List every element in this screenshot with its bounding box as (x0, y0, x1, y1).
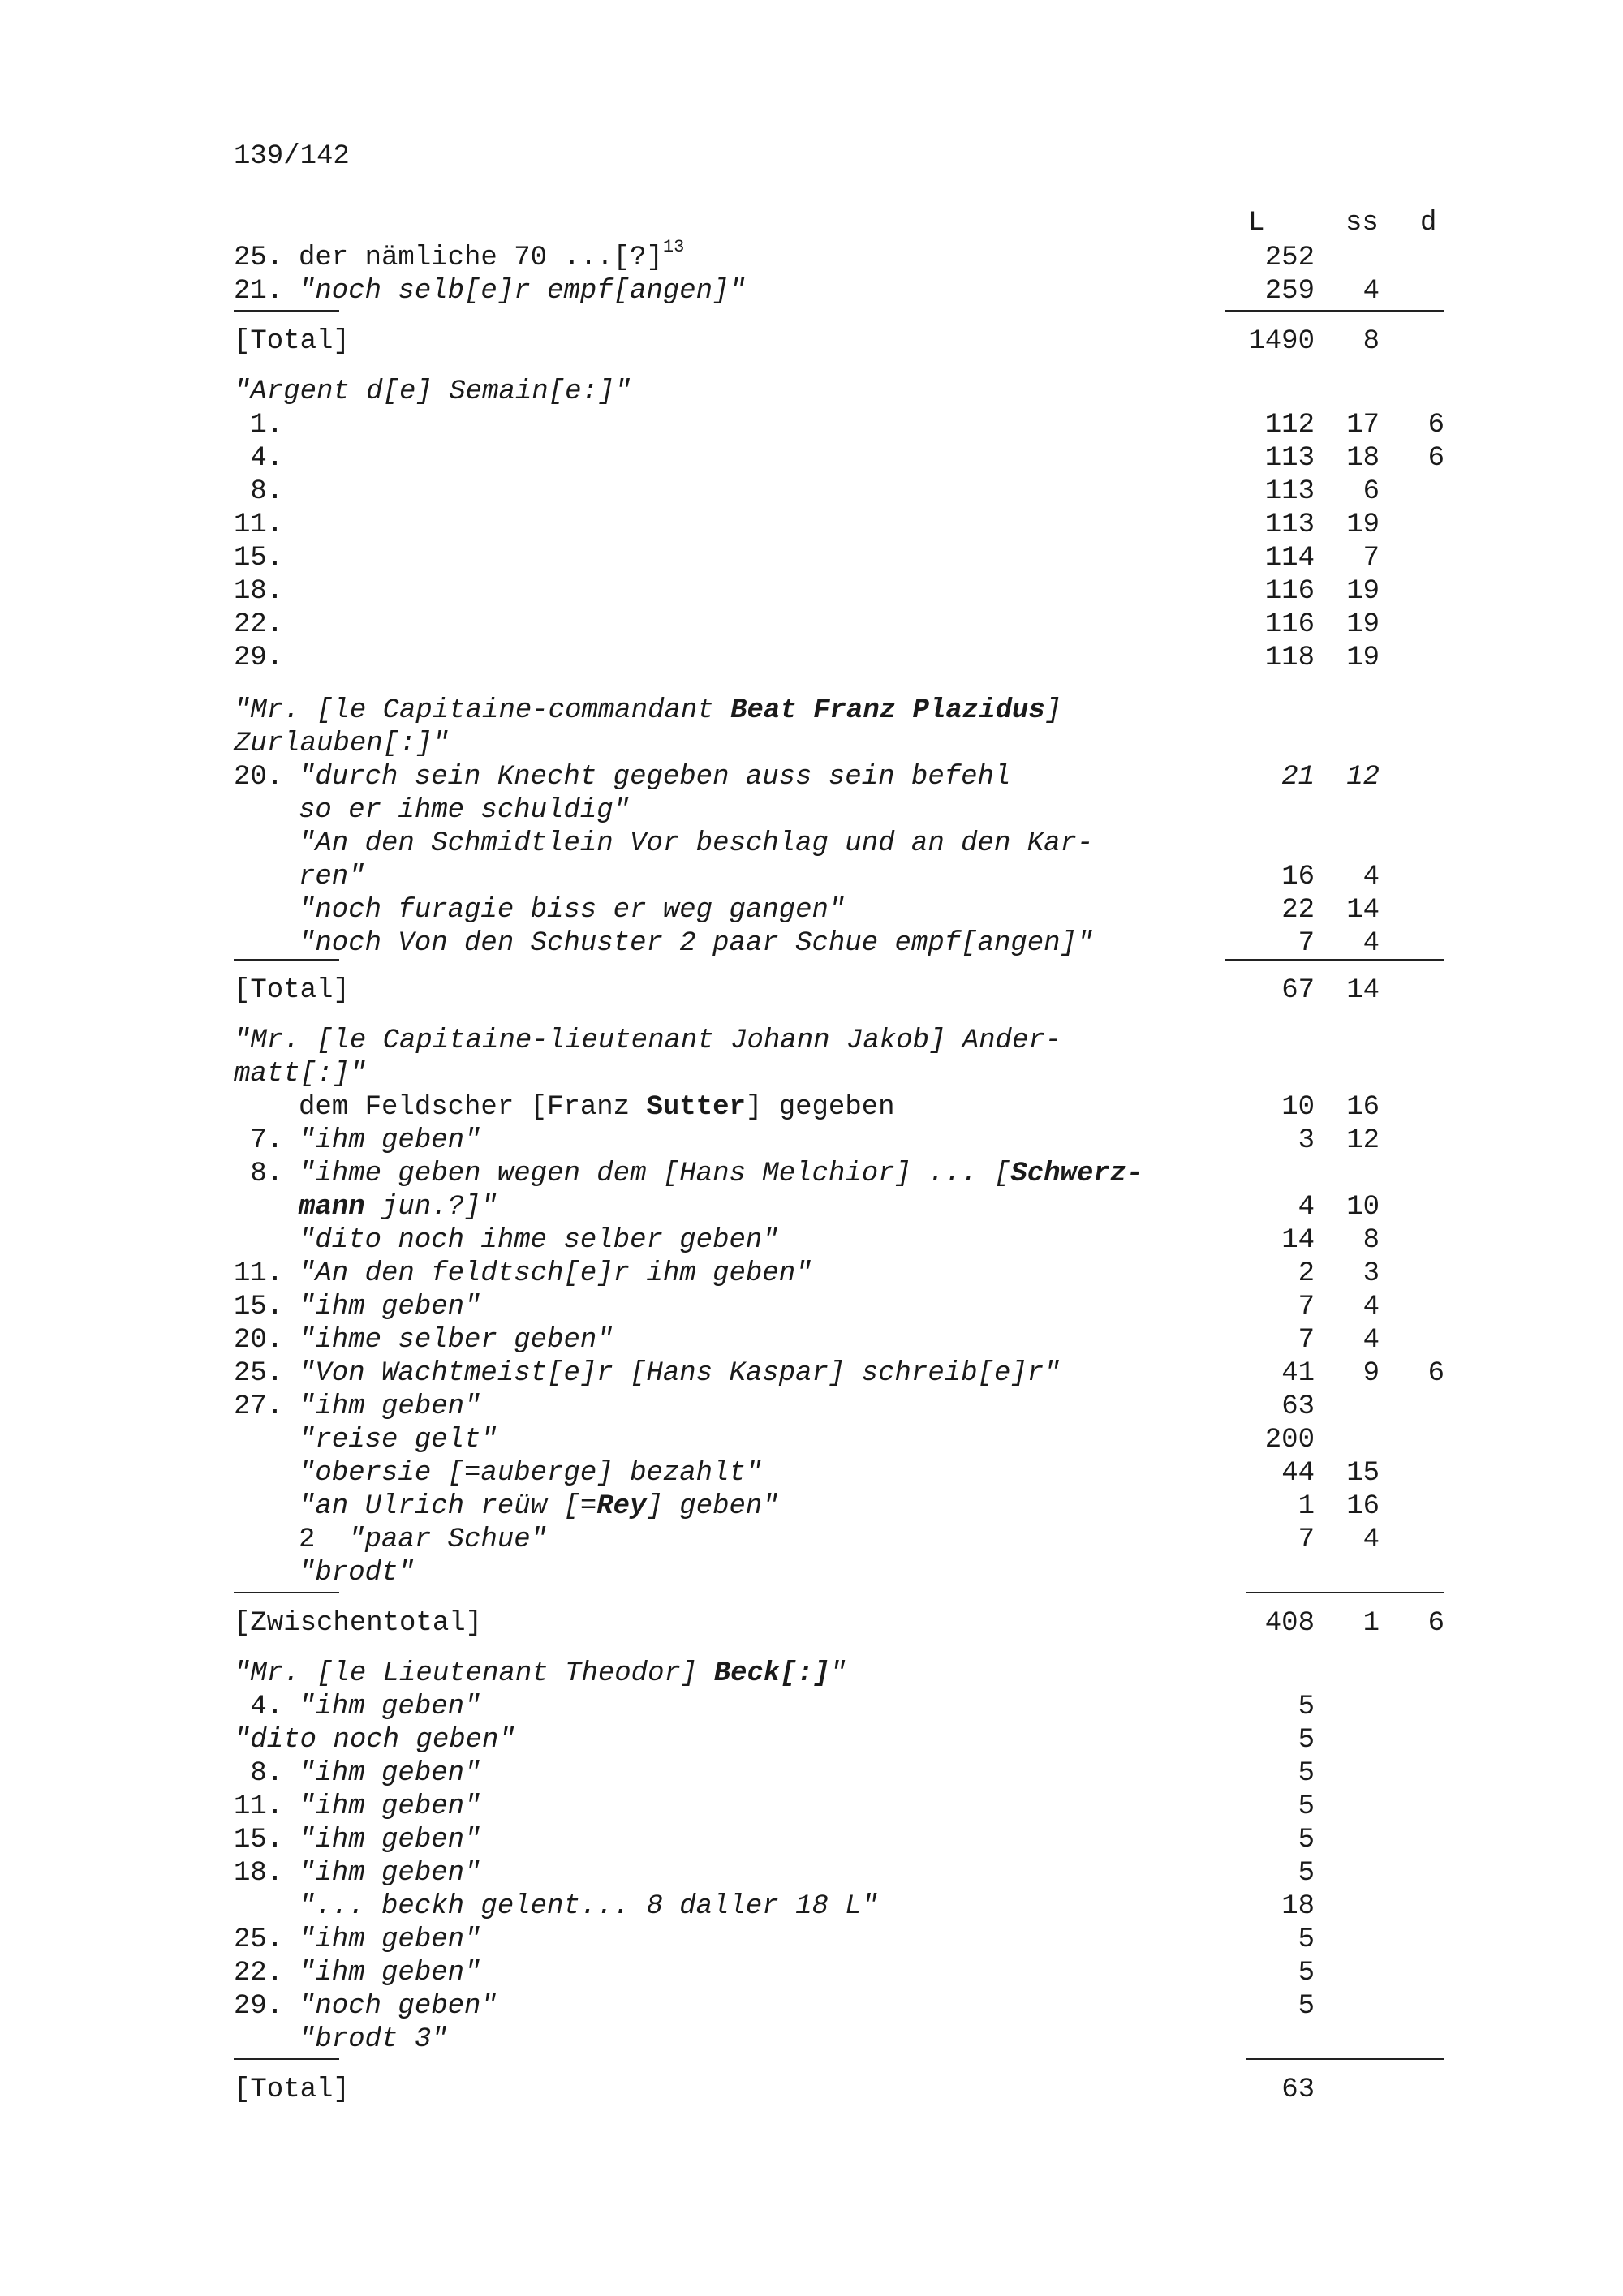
column-headers (0, 206, 1623, 240)
divider (1225, 959, 1444, 961)
total-row: [Total] 1490 8 (234, 326, 1380, 357)
entry-row: 20. "ihme selber geben" 7 4 (234, 1325, 1380, 1356)
entry-row: "an Ulrich reüw [=Rey] geben" 1 16 (299, 1491, 1380, 1522)
entry-row: 20. "durch sein Knecht gegeben auss sein befehl 21 12 (234, 762, 1380, 793)
section-heading: Zurlauben[:]" (234, 729, 450, 759)
entry-row: "dito noch geben" 5 (234, 1725, 1315, 1756)
divider (1246, 1592, 1444, 1593)
col-header-d: d (1420, 208, 1437, 239)
section-heading: "Mr. [le Capitaine-commandant Beat Franz Plazidus] (234, 695, 1062, 726)
section-heading: matt[:]" (234, 1059, 367, 1090)
entry-row-cont: so er ihme schuldig" (299, 795, 631, 826)
entry-row: "reise gelt" 200 (299, 1425, 1315, 1455)
total-row: [Total] 67 14 (234, 975, 1380, 1006)
entry-row: "brodt" (299, 1558, 415, 1589)
entry-row: 15. "ihm geben" 5 (234, 1825, 1315, 1855)
entry-row: 11. "ihm geben" 5 (234, 1791, 1315, 1822)
entry-row-cont: mann jun.?]" 4 10 (299, 1192, 1380, 1223)
divider (234, 959, 339, 961)
entry-row: 18. 116 19 (234, 576, 1380, 607)
divider (1225, 310, 1444, 312)
entry-row: 27. "ihm geben" 63 (234, 1391, 1315, 1422)
divider (1246, 2058, 1444, 2060)
total-row: [Zwischentotal] 408 1 6 (234, 1608, 1444, 1639)
entry-row: "... beckh gelent... 8 daller 18 L" 18 (299, 1891, 1315, 1922)
entry-row: 11. "An den feldtsch[e]r ihm geben" 2 3 (234, 1258, 1380, 1289)
entry-row: 2 "paar Schue" 7 4 (299, 1524, 1380, 1555)
entry-row: 22. "ihm geben" 5 (234, 1958, 1315, 1989)
section-heading: "Mr. [le Lieutenant Theodor] Beck[:]" (234, 1658, 846, 1689)
divider (234, 2058, 339, 2060)
section-heading: "Argent d[e] Semain[e:]" (234, 376, 631, 407)
entry-row: "noch Von den Schuster 2 paar Schue empf[angen]" 7 4 (299, 928, 1380, 959)
entry-row: 21. "noch selb[e]r empf[angen]" 259 4 (234, 276, 1380, 307)
col-header-l: L (1248, 208, 1265, 239)
divider (234, 310, 339, 312)
entry-row: 7. "ihm geben" 3 12 (234, 1125, 1380, 1156)
page-number: 139/142 (234, 141, 350, 172)
entry-row: 15. "ihm geben" 7 4 (234, 1292, 1380, 1322)
col-header-ss: ss (1345, 208, 1379, 239)
entry-row: 18. "ihm geben" 5 (234, 1858, 1315, 1889)
entry-row: 8. "ihm geben" 5 (234, 1758, 1315, 1789)
entry-row: 8. 113 6 (234, 476, 1380, 507)
entry-row: 25. "Von Wachtmeist[e]r [Hans Kaspar] schreib[e]r" 41 9 6 (234, 1358, 1444, 1389)
entry-row: 11. 113 19 (234, 510, 1380, 540)
entry-row: 25. "ihm geben" 5 (234, 1924, 1315, 1955)
footnote-ref: 13 (662, 237, 685, 257)
entry-row: 8. "ihme geben wegen dem [Hans Melchior] ... [Schwerz- (234, 1159, 1143, 1189)
entry-row: 4. "ihm geben" 5 (234, 1692, 1315, 1722)
entry-row: 29. "noch geben" 5 (234, 1991, 1315, 2022)
section-heading: "Mr. [le Capitaine-lieutenant Johann Jakob] Ander- (234, 1025, 1062, 1056)
entry-row: "brodt 3" (299, 2024, 448, 2055)
entry-row: "obersie [=auberge] bezahlt" 44 15 (299, 1458, 1380, 1489)
total-row: [Total] 63 (234, 2075, 1315, 2105)
entry-row: 4. 113 18 6 (234, 443, 1444, 474)
entry-text: der nämliche 70 ...[?] (299, 243, 663, 273)
entry-row: 22. 116 19 (234, 609, 1380, 640)
divider (234, 1592, 339, 1593)
entry-row: 25. der nämliche 70 ...[?]$^{13}$ 252 (234, 237, 1315, 273)
entry-row: 15. 114 7 (234, 543, 1380, 574)
entry-row: 1. 112 17 6 (234, 410, 1444, 441)
entry-row: "dito noch ihme selber geben" 14 8 (299, 1225, 1380, 1256)
entry-row: dem Feldscher [Franz Sutter] gegeben 10 16 (299, 1092, 1380, 1123)
entry-row: "An den Schmidtlein Vor beschlag und an den Kar- (299, 828, 1094, 859)
entry-row: "noch furagie biss er weg gangen" 22 14 (299, 895, 1380, 926)
entry-row-cont: ren" 16 4 (299, 862, 1380, 892)
entry-row: 29. 118 19 (234, 643, 1380, 673)
